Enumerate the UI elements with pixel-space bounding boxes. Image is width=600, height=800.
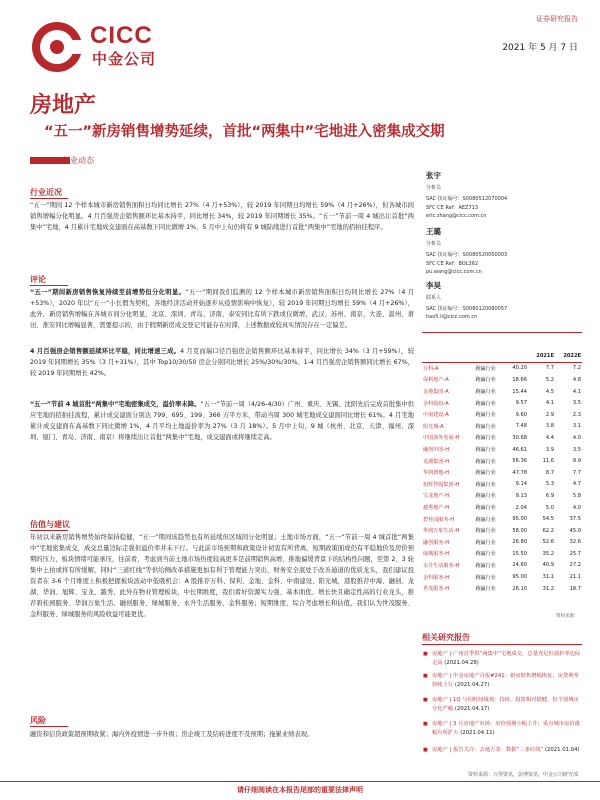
company-name: 华润置地-H	[423, 470, 450, 477]
related-report-link[interactable]	[432, 746, 582, 755]
comment-heading: 评论	[30, 275, 46, 284]
analyst-2-role: 分析员	[426, 241, 442, 247]
rating: 跑赢行业	[475, 574, 496, 581]
company-name: 金地集团-A	[423, 389, 449, 396]
related-report-link[interactable]	[432, 720, 582, 738]
rating: 跑赢行业	[475, 481, 496, 488]
rating: 跑赢行业	[475, 562, 496, 569]
analyst-1-role: 分析员	[426, 185, 442, 191]
value-cell: 6.9	[545, 492, 554, 499]
value-cell: 5.2	[545, 376, 554, 383]
valuation-table	[422, 350, 582, 594]
rating: 跑赢行业	[475, 539, 496, 546]
company-name: 融创服务-H	[423, 539, 450, 546]
summary-heading: 行业近况	[30, 188, 62, 197]
value-cell: 18.66	[512, 376, 527, 383]
table-header-row	[422, 350, 582, 362]
comment-para-2-body: 4 月克而瑞口径百强房企销售额环比基本持平，同比增长 34%（3 月+59%），较 2019 年同期增长 35%（3 月+31%），其中 Top10/30/50 房企分别同比增长 25%/30%/30%。1-4 月百强房企销售额同比增长 67%，较 2019 年同期增长 42%。	[30, 348, 414, 377]
related-report-link[interactable]	[432, 672, 582, 690]
rating: 跑赢行业	[475, 493, 496, 500]
rating: 跑赢行业	[475, 516, 496, 523]
comment-para-1-lead: “五一”期间新房销售恢复持续至前增势但分化明显。	[30, 289, 186, 296]
analyst-3-email[interactable]: hao5.li@cicc.com.cn	[426, 314, 478, 320]
comment-para-1-body: “五一”期间我们监测的 12 个样本城市新房销售面积日均同比增长 27%（4 月+53%），2020 年以“五一”小长假为契机，各地经济活动开始逐步从疫情影响中恢复），较 2019 年同期日均增长 59%（4 月+26%），此外，新房销售增幅在各城市间分化明显，北京、深圳、青岛、济南、泰安同比有所下跌或仅微增，武汉、苏州、南京、大连、温州、莆田、淮安同比增幅显著，需要提示的，由于假期新房成交登记可能存在时滞，上述数据或较真实情况存在一定偏差。	[30, 289, 415, 329]
rating: 跑赢行业	[475, 365, 496, 372]
report-tag: 行业动态	[62, 156, 94, 165]
value-cell: 3.8	[545, 423, 554, 430]
value-cell: 9.14	[515, 481, 527, 488]
value-cell: 3.5	[572, 446, 581, 453]
value-cell: 95.00	[512, 516, 527, 523]
related-report-date: (2021.04.27)	[454, 682, 490, 688]
value-cell: 32.6	[569, 539, 581, 546]
value-cell: 4.1	[545, 400, 554, 407]
value-cell: 7.48	[515, 423, 527, 430]
valuation-heading: 估值与建议	[30, 520, 70, 529]
rating: 跑赢行业	[475, 528, 496, 535]
table-row	[422, 502, 582, 514]
rating: 跑赢行业	[475, 400, 496, 407]
table-row	[422, 490, 582, 502]
related-report-date: (2021.04.28)	[444, 660, 479, 666]
rating: 跑赢行业	[475, 435, 496, 442]
value-cell: 54.5	[542, 516, 554, 523]
analyst-divider	[422, 332, 582, 333]
valuation-text: 年初以来新房销售增势始终保持稳健，“五一”期间该趋势也有所延续但区域间分化明显；土地市场方面，“五一”节前一周 4 城首批“两集中”宅地密集成交，成交总量边际走强但溢价率并未下行。与此前市场预期和政策设计初衷有所背离，短期政策面或仍有平稳地价及房价预期的压力，板块情绪可能承压，往前看，考虑到当前土地市场热度较高更多是前期销售高增、推地偏缓背景下的结构性问题，至第 2、3 轮集中土拍或将有所缓解，同时“三道红线”等供给侧改革措施更加有利于管理能力突出、财务安全底处于改善通道的优质龙头，我们建议投资者在 3-6 个月维度上积极把握板块波动中低吸机会：A 股推荐万科、保利、金地、金科、中南建设、阳光城，港股推荐中海、融创、龙湖、华润、旭辉、宝龙、越秀，此外在物业管理板块，中长期维度，我们看好资源实力强、基本面优、增长快且确定性高的行业龙头，推荐碧桂园服务、华润万象生活、融创服务、绿城服务、永升生活服务、金科服务；短期维度，综合考虑增长和估值，我们认为世茂服务、金科服务、绿城服务的风险收益可能更优。	[30, 534, 414, 618]
value-cell: 4.0	[572, 504, 581, 511]
summary-text: “五一”期间 12 个样本城市新房销售面积日均同比增长 27%（4 月+53%），较 2019 年同期日均增长 59%（4 月+26%），但各城市间销售增幅分化明显。4 月百强房企销售额环比基本持平，同比增长 34%，较 2019 年同期增长 35%。“五一”节前一周 4 城出让首批“两集中”宅地，4 月累计宅地成交建面在高基数下同比微增 1%，5 月中上旬仍将有 9 城陆续进行首批“两集中”宅地的招拍挂程序。	[30, 202, 414, 231]
value-cell: 95.00	[512, 574, 527, 581]
analyst-2-sfc: SFC CE Ref：BOL362	[426, 261, 479, 267]
analyst-1-name: 张宇	[426, 171, 441, 180]
analyst-2-email[interactable]: pu.wang@cicc.com.cn	[426, 269, 482, 275]
analyst-1-sac: SAC 执证编号：S0080512070004	[426, 196, 508, 202]
analyst-2-sac: SAC 执证编号：S0080520050003	[426, 252, 508, 258]
value-cell: 18.7	[569, 585, 581, 592]
report-date: 2021 年 5 月 7 日	[502, 43, 578, 53]
table-header-cell	[474, 350, 505, 362]
value-cell: 9.60	[515, 411, 527, 418]
value-cell: 11.6	[542, 458, 554, 465]
footer-divider	[0, 781, 600, 782]
analyst-2-name: 王璐	[426, 227, 441, 236]
table-row	[422, 525, 582, 537]
company-name: 宝龙地产-H	[423, 493, 450, 500]
company-name: 龙湖集团-H	[423, 458, 450, 465]
related-report-link[interactable]	[432, 650, 582, 668]
value-cell: 62.2	[542, 527, 554, 534]
company-name: 碧桂园服务-H	[423, 516, 455, 523]
value-cell: 2.9	[545, 411, 554, 418]
value-cell: 46.61	[512, 446, 527, 453]
value-cell: 4.0	[572, 434, 581, 441]
value-cell: 9.57	[515, 400, 527, 407]
company-name: 世茂服务-H	[423, 586, 450, 593]
value-cell: 5.0	[545, 504, 554, 511]
table-row	[422, 432, 582, 444]
comment-para-2	[30, 346, 414, 379]
value-cell: 26.10	[512, 585, 527, 592]
value-cell: 2.3	[572, 411, 581, 418]
value-cell: 40.9	[542, 562, 554, 569]
brand-name-en: CICC	[90, 22, 153, 49]
rating: 跑赢行业	[475, 470, 496, 477]
table-row	[422, 386, 582, 398]
analyst-1-sfc: SFC CE Ref：AEZ713	[426, 205, 479, 211]
table-row	[422, 467, 582, 479]
value-cell: 26.80	[512, 539, 527, 546]
value-cell: 31.2	[542, 585, 554, 592]
table-row	[422, 444, 582, 456]
table-source: 资料来源：	[556, 614, 579, 619]
value-cell: 3.5	[572, 400, 581, 407]
value-cell: 7.7	[572, 469, 581, 476]
rating: 跑赢行业	[475, 423, 496, 430]
value-cell: 3.1	[572, 423, 581, 430]
value-cell: 56.36	[512, 458, 527, 465]
table-row	[422, 362, 582, 374]
analyst-1-email[interactable]: eric.zhang@cicc.com.cn	[426, 213, 487, 219]
table-row	[422, 560, 582, 572]
brand-name-cn: 中金公司	[92, 50, 157, 68]
company-name: 华润万象生活-H	[423, 528, 460, 535]
related-heading: 相关研究报告	[422, 633, 470, 642]
table-header-cell: 2021E	[528, 350, 555, 362]
analyst-3-sac: SAC 执证编号：S0080120080057	[426, 306, 508, 312]
value-cell: 2.04	[515, 504, 527, 511]
value-cell: 4.7	[572, 481, 581, 488]
table-row	[422, 409, 582, 421]
table-row	[422, 537, 582, 549]
value-cell: 37.5	[569, 516, 581, 523]
comment-para-3	[30, 399, 414, 443]
related-report-title: 房地产 | 报告关注：去地方表：数据“三条红线”	[432, 747, 544, 753]
company-name: 越秀地产-H	[423, 505, 450, 512]
value-cell: 24.60	[512, 562, 527, 569]
related-report-title: 房地产 | 3 月房地产市场：房价预期小幅上升；重点城市房价涨幅有所扩大	[432, 721, 580, 736]
company-name: 阳光城-A	[423, 423, 444, 430]
value-cell: 4.4	[545, 434, 554, 441]
rating: 跑赢行业	[475, 505, 496, 512]
table-row	[422, 455, 582, 467]
comment-para-3-body: “五一”节前一周（4/26-4/30）广州、重庆、无锡、沈阳先后完成首批集中供应宅地的招拍挂流程，累计成交建面分别达 799、695、199、366 万平方米，带动当周 300 城宅地成交建面同比增长 61%。4 月宅地累计成交建面在高基数下同比微增 1%，4 月平均土地溢价率为 27%（3 月 18%）。5 月中上旬，9 城（杭州、北京、天津、福州、深圳、厦门、青岛、济南、南京）将继续出让首批“两集中”宅地，成交建面或将继续走高。	[30, 401, 414, 441]
table-row	[422, 513, 582, 525]
rating: 跑赢行业	[475, 586, 496, 593]
value-cell: 35.2	[542, 550, 554, 557]
company-name: 金科服务-H	[423, 574, 450, 581]
analyst-3-name: 李昊	[426, 281, 441, 290]
value-cell: 15.50	[512, 550, 527, 557]
report-type: 证券研究报告	[536, 15, 578, 23]
rating: 跑赢行业	[475, 551, 496, 558]
sector-title: 房地产	[30, 92, 97, 118]
table-header-cell	[505, 350, 528, 362]
value-cell: 9.13	[515, 492, 527, 499]
rating: 跑赢行业	[475, 412, 496, 419]
value-cell: 58.00	[512, 527, 527, 534]
company-name: 旭辉控股集团-H	[423, 481, 460, 488]
value-cell: 4.1	[572, 388, 581, 395]
company-name: 金科股份-A	[423, 400, 449, 407]
company-name: 中国海外发展-H	[423, 435, 460, 442]
related-report-title: 房地产 | 1Q 与同时间线观：持续、投资相对稳健，但个别城市分化严峻	[432, 697, 579, 712]
value-cell: 8.7	[545, 469, 554, 476]
table-row	[422, 479, 582, 491]
value-cell: 30.68	[512, 434, 527, 441]
value-cell: 5.8	[572, 492, 581, 499]
related-report-date: (2021.04.17)	[454, 706, 490, 712]
value-cell: 45.0	[569, 527, 581, 534]
table-row	[422, 421, 582, 433]
related-divider	[422, 644, 582, 645]
value-cell: 27.2	[569, 562, 581, 569]
related-report-link[interactable]	[432, 696, 582, 714]
value-cell: 52.6	[542, 539, 554, 546]
table-row	[422, 548, 582, 560]
footer-sources: 资料来源：万得资讯，彭博资讯，中金公司研究部	[467, 772, 578, 778]
company-name: 万科-A	[423, 365, 439, 372]
value-cell: 3.9	[545, 446, 554, 453]
comment-para-1	[30, 287, 414, 331]
table-row	[422, 571, 582, 583]
table-header-cell	[422, 350, 474, 362]
legal-notice: 请仔细阅读在本报告尾部的重要法律声明	[237, 786, 363, 794]
value-cell: 15.44	[512, 388, 527, 395]
company-name: 融创中国-H	[423, 447, 450, 454]
rating: 跑赢行业	[475, 458, 496, 465]
risk-heading: 风险	[30, 716, 46, 725]
company-name: 中南建设-A	[423, 412, 449, 419]
table-row	[422, 374, 582, 386]
value-cell: 7.7	[545, 365, 554, 372]
table-header-cell: 2022E	[555, 350, 582, 362]
related-report-date: (2021.04.11)	[460, 730, 495, 736]
rating: 跑赢行业	[475, 447, 496, 454]
value-cell: 4.5	[545, 388, 554, 395]
table-row	[422, 583, 582, 595]
value-cell: 31.1	[542, 574, 554, 581]
table-row	[422, 397, 582, 409]
value-cell: 40.20	[512, 365, 527, 372]
cicc-logo-icon	[30, 20, 84, 74]
related-report-title: 房地产 | 中金房地产月报#241：新房销售增幅恢复，房贷利率持续上行	[432, 673, 579, 688]
analyst-3-role: 联系人	[426, 295, 442, 301]
value-cell: 47.78	[512, 469, 527, 476]
value-cell: 5.3	[545, 481, 554, 488]
rating: 跑赢行业	[475, 377, 496, 384]
related-report-title: 房地产 | 广州首季供“两集中”宅地成交，总量充足但溢价率边际走高	[432, 651, 581, 666]
value-cell: 25.7	[569, 550, 581, 557]
comment-para-3-lead: “五一”节前 4 城首批“两集中”宅地密集成交，溢价率未降。	[30, 401, 201, 408]
rating: 跑赢行业	[475, 389, 496, 396]
value-cell: 7.2	[572, 365, 581, 372]
company-name: 保利地产-A	[423, 377, 449, 384]
related-report-date: (2021.01.04)	[544, 747, 580, 753]
company-name: 永升生活服务-H	[423, 562, 460, 569]
comment-para-2-lead: 4 月百强房企销售额延续环比平稳，同比增速三成。	[30, 348, 181, 355]
value-cell: 9.9	[572, 458, 581, 465]
value-cell: 21.1	[569, 574, 581, 581]
company-name: 绿城服务-H	[423, 551, 450, 558]
risk-text: 融资和信贷政策超预期收紧；海内外疫情进一步升级；房企竣工及结转进度不及预期；拖累业绩表现。	[30, 731, 314, 738]
report-headline: “五一”新房销售增势延续，首批“两集中”宅地进入密集成交期	[44, 124, 445, 140]
value-cell: 4.8	[572, 376, 581, 383]
